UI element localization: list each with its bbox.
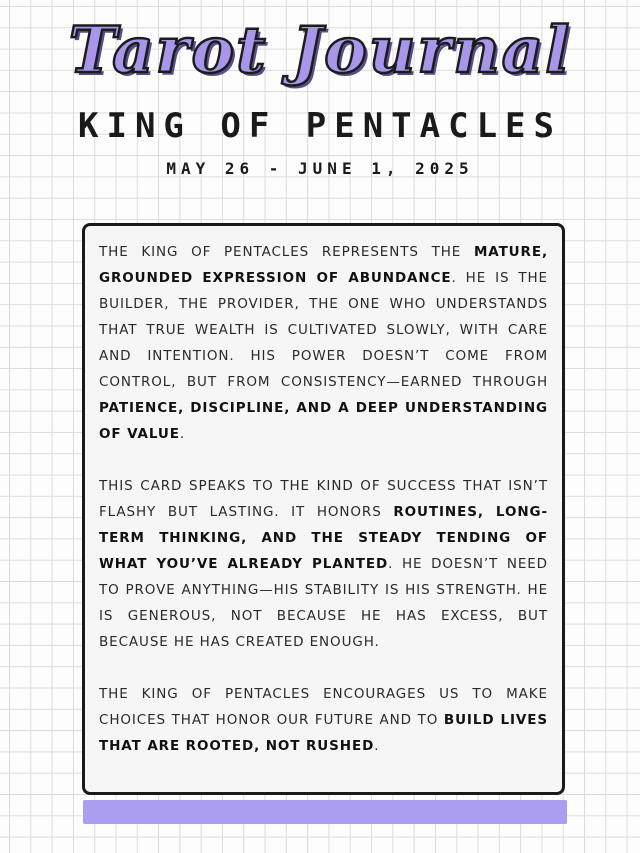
emphasis-segment: MATURE, GROUNDED EXPRESSION OF ABUNDANCE [99, 244, 548, 286]
text-segment: . [179, 426, 186, 442]
text-segment: . [374, 738, 380, 754]
text-segment: THE KING OF PENTACLES ENCOURAGES US TO MAKE CHOICES THAT HONOR OUR FUTURE AND TO [99, 686, 548, 728]
emphasis-segment: BUILD LIVES THAT ARE ROOTED, NOT RUSHED [99, 712, 548, 754]
date-range: MAY 26 - JUNE 1, 2025 [166, 159, 474, 178]
paragraph-2 [99, 473, 548, 655]
text-segment: . HE DOESN’T NEED TO PROVE ANYTHING—HIS STABILITY IS HIS STRENGTH. HE IS GENEROUS, NOT BECAUSE HE HAS EXCESS, BUT BECAUSE HE HAS CREATED ENOUGH. [99, 556, 548, 650]
journal-title: Tarot Journal [68, 13, 572, 88]
card-name-heading: KING OF PENTACLES [78, 106, 562, 146]
panel-accent-shadow [83, 800, 567, 824]
text-segment: THE KING OF PENTACLES REPRESENTS THE [99, 244, 474, 260]
paragraph-1 [99, 239, 548, 447]
text-segment: THIS CARD SPEAKS TO THE KIND OF SUCCESS THAT ISN’T FLASHY BUT LASTING. IT HONORS [99, 478, 548, 520]
paragraph-3 [99, 681, 548, 759]
emphasis-segment: PATIENCE, DISCIPLINE, AND A DEEP UNDERSTANDING OF VALUE [99, 400, 548, 442]
journal-entry-panel [82, 223, 565, 795]
emphasis-segment: ROUTINES, LONG-TERM THINKING, AND THE STEADY TENDING OF WHAT YOU’VE ALREADY PLANTED [99, 504, 549, 572]
text-segment: . HE IS THE BUILDER, THE PROVIDER, THE ONE WHO UNDERSTANDS THAT TRUE WEALTH IS CULTIVATED SLOWLY, WITH CARE AND INTENTION. HIS POWER DOESN’T COME FROM CONTROL, BUT FROM CONSISTENCY—EARNED THROUGH [99, 270, 548, 390]
